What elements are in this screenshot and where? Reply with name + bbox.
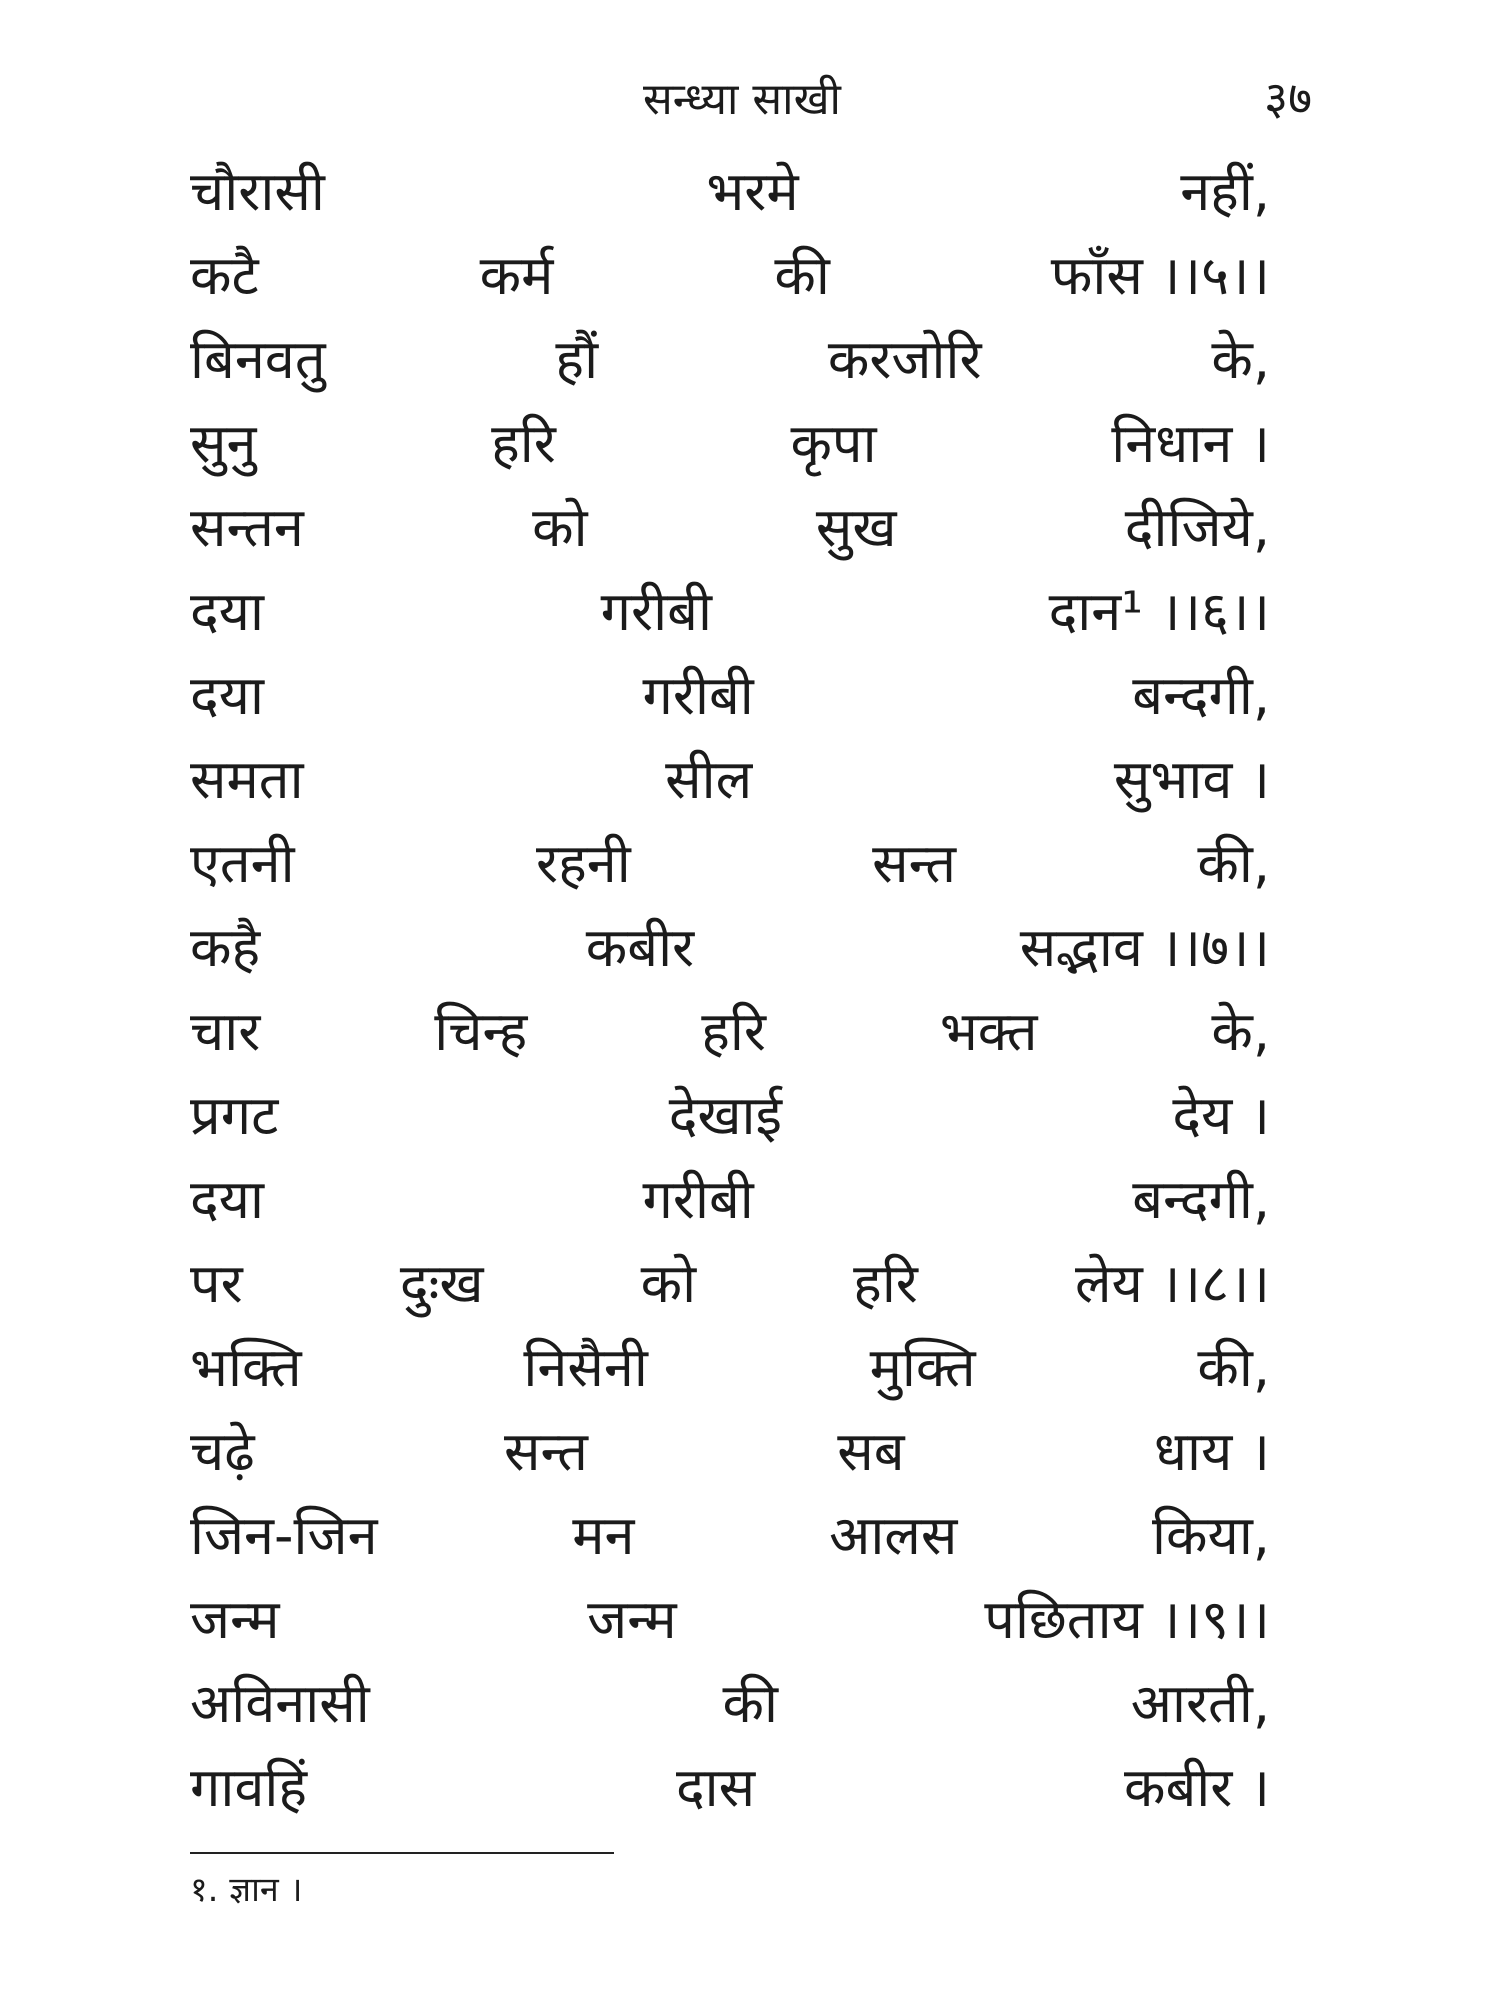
verse-word: कबीर (585, 916, 695, 979)
verse-word: दुःख (399, 1252, 484, 1315)
verse-line (190, 234, 1270, 318)
verse-word: की, (1197, 832, 1270, 895)
verse-word: जिन-जिन (190, 1504, 378, 1567)
verse-word: निधान । (1111, 412, 1270, 475)
verse-word: कर्म (479, 244, 554, 307)
verse-word: के, (1211, 1000, 1270, 1063)
verse-word: गरीबी (642, 1168, 754, 1231)
footnote: १. ज्ञान । (190, 1870, 303, 1910)
verse-word: दास (675, 1756, 756, 1819)
verse-word: भक्ति (190, 1336, 302, 1399)
verse-line (190, 486, 1270, 570)
verse-line (190, 318, 1270, 402)
verse-word: देय । (1172, 1084, 1270, 1147)
verse-word: पछिताय ।।९।। (984, 1588, 1270, 1651)
verse-word: देखाई (668, 1084, 783, 1147)
header-title-text: सन्ध्या साखी (643, 74, 841, 125)
verse-line (190, 1074, 1270, 1158)
verse-word: दान¹ ।।६।। (1048, 580, 1270, 643)
verse-word: पर (190, 1252, 243, 1315)
verse-word: को (532, 496, 588, 559)
verse-word: जन्म (587, 1588, 677, 1651)
verse-line (190, 1662, 1270, 1746)
verse-word: नहीं, (1180, 160, 1270, 223)
verse-word: दया (190, 1168, 264, 1231)
verse-line (190, 906, 1270, 990)
verse-word: मन (572, 1504, 635, 1567)
verse-word: लेय ।।८।। (1074, 1252, 1270, 1315)
verse-line (190, 990, 1270, 1074)
verse-word: हरि (491, 412, 556, 475)
verse-word: सन्तन (190, 496, 304, 559)
verse-word: मुक्ति (869, 1336, 976, 1399)
verse-word: आरती, (1130, 1672, 1270, 1735)
verse-word: दया (190, 664, 264, 727)
verse-word: कटै (190, 244, 259, 307)
verse-word: कृपा (790, 412, 877, 475)
verse-word: कहै (190, 916, 261, 979)
verse-line (190, 1746, 1270, 1830)
verse-line (190, 1158, 1270, 1242)
verse-word: निसैनी (523, 1336, 648, 1399)
verse-word: रहनी (535, 832, 631, 895)
verse-block (190, 150, 1270, 1830)
verse-word: चौरासी (190, 160, 325, 223)
verse-word: सब (837, 1420, 905, 1483)
verse-word: सुनु (190, 412, 257, 475)
verse-word: को (640, 1252, 697, 1315)
verse-line (190, 150, 1270, 234)
verse-word: जन्म (190, 1588, 280, 1651)
verse-word: की, (1197, 1336, 1270, 1399)
verse-word: समता (190, 748, 304, 811)
verse-line (190, 1410, 1270, 1494)
verse-word: गरीबी (600, 580, 712, 643)
verse-word: हरि (853, 1252, 918, 1315)
verse-word: सन्त (872, 832, 956, 895)
verse-line (190, 1494, 1270, 1578)
verse-word: सन्त (503, 1420, 588, 1483)
verse-word: की (774, 244, 830, 307)
verse-word: चार (190, 1000, 261, 1063)
verse-word: चिन्ह (434, 1000, 528, 1063)
verse-word: दीजिये, (1124, 496, 1270, 559)
verse-word: धाय । (1153, 1420, 1270, 1483)
verse-word: दया (190, 580, 264, 643)
verse-line (190, 738, 1270, 822)
verse-word: गरीबी (642, 664, 754, 727)
verse-word: आलस (829, 1504, 958, 1567)
verse-word: कबीर । (1123, 1756, 1270, 1819)
verse-word: की (722, 1672, 778, 1735)
verse-line (190, 1242, 1270, 1326)
verse-word: फाँस ।।५।। (1050, 244, 1270, 307)
verse-word: सुख (815, 496, 897, 559)
verse-line (190, 654, 1270, 738)
verse-word: सील (665, 748, 753, 811)
verse-word: भरमे (706, 160, 799, 223)
verse-line (190, 1326, 1270, 1410)
verse-line (190, 570, 1270, 654)
verse-word: अविनासी (190, 1672, 370, 1735)
verse-line (190, 822, 1270, 906)
verse-word: प्रगट (190, 1084, 279, 1147)
verse-word: हौं (555, 328, 599, 391)
verse-word: हरि (701, 1000, 766, 1063)
verse-word: बिनवतु (190, 328, 326, 391)
footnote-divider (190, 1852, 614, 1854)
verse-word: सद्भाव ।।७।। (1019, 916, 1270, 979)
verse-word: चढ़े (190, 1420, 255, 1483)
verse-word: एतनी (190, 832, 295, 895)
verse-word: करजोरि (827, 328, 982, 391)
verse-word: गावहिं (190, 1756, 308, 1819)
verse-line (190, 402, 1270, 486)
verse-line (190, 1578, 1270, 1662)
verse-word: के, (1211, 328, 1270, 391)
verse-word: सुभाव । (1113, 748, 1270, 811)
verse-word: बन्दगी, (1132, 1168, 1270, 1231)
page-number: ३७ (1264, 71, 1312, 125)
verse-word: किया, (1152, 1504, 1270, 1567)
verse-word: बन्दगी, (1132, 664, 1270, 727)
verse-word: भक्त (939, 1000, 1038, 1063)
